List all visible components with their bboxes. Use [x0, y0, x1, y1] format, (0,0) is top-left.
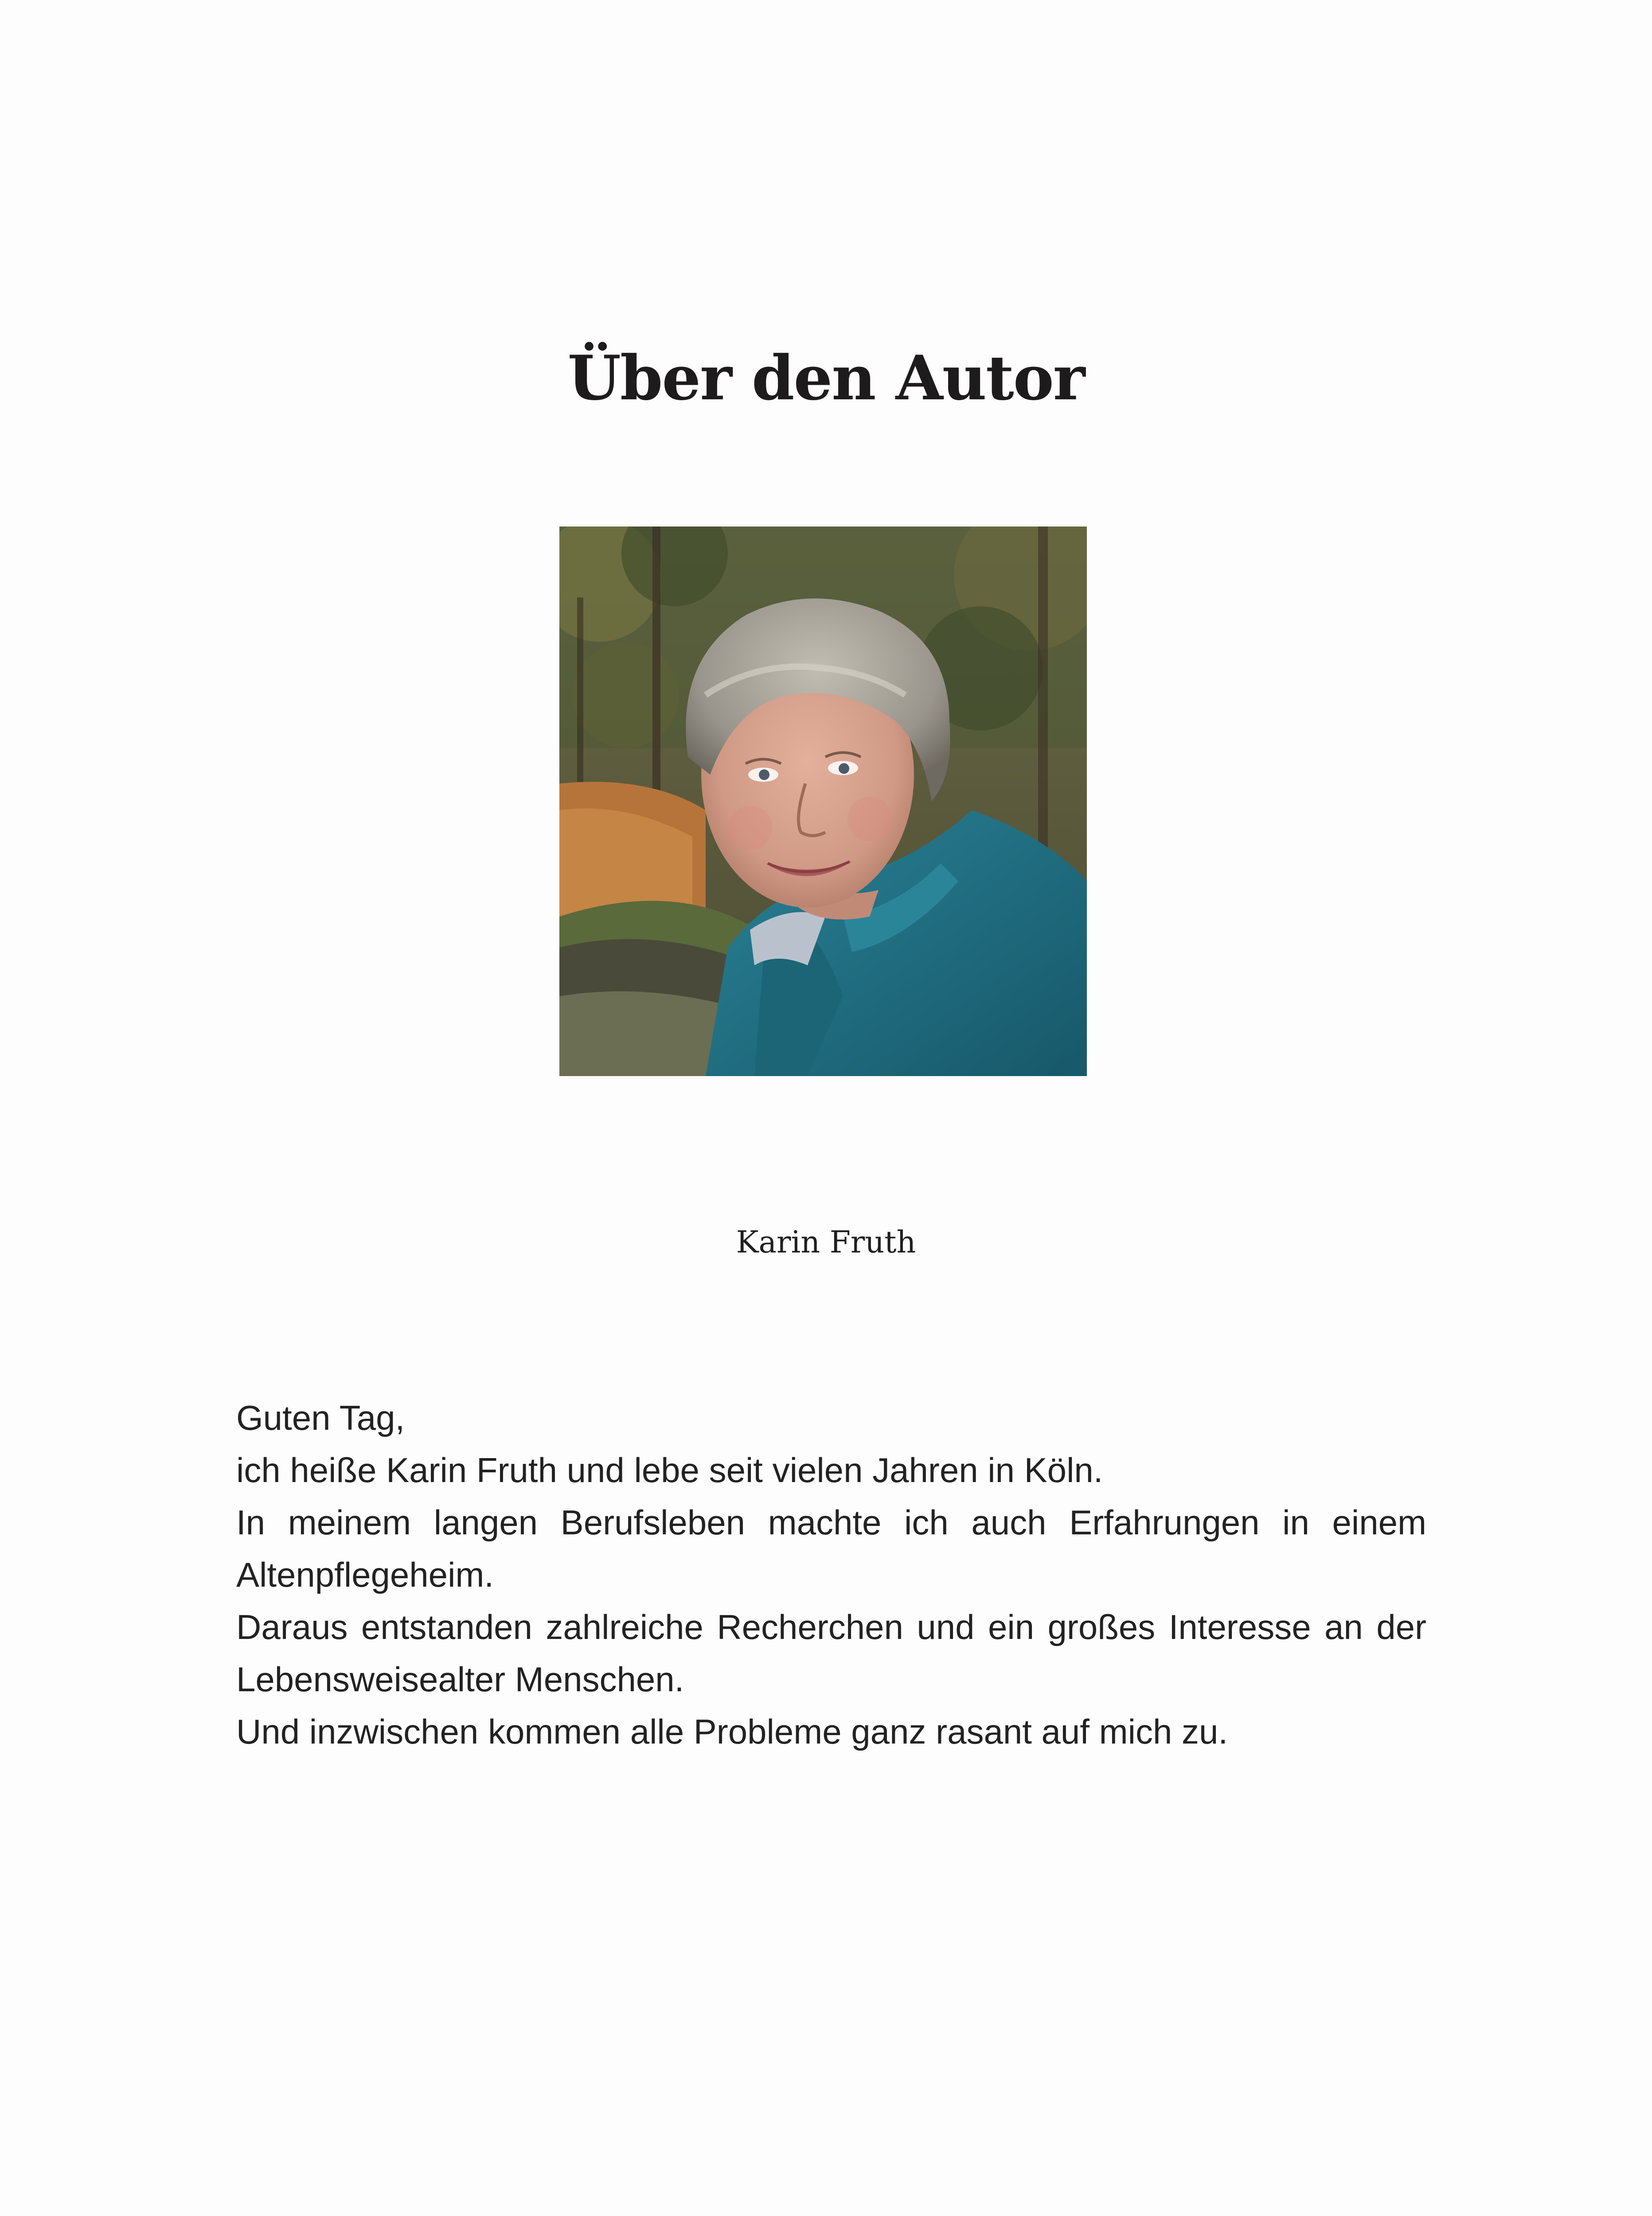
- bio-greeting: Guten Tag,: [236, 1398, 405, 1437]
- bio-career: In meinem langen Berufsleben machte ich auch Erfahrungen in einem Altenpflegeheim.: [236, 1503, 1426, 1594]
- page-title: Über den Autor: [567, 342, 1085, 414]
- bio-intro: ich heiße Karin Fruth und lebe seit vielen Jahren in Köln.: [236, 1451, 1103, 1490]
- bio-research: Daraus entstanden zahlreiche Recherchen und ein großes Interesse an der Lebensweisealter Menschen.: [236, 1607, 1426, 1699]
- author-bio: [236, 1392, 1426, 1758]
- author-photo: [559, 527, 1087, 1076]
- bio-closing: Und inzwischen kommen alle Probleme ganz rasant auf mich zu.: [236, 1712, 1228, 1751]
- author-portrait-icon: [559, 527, 1087, 1076]
- author-name-caption: Karin Fruth: [736, 1225, 916, 1260]
